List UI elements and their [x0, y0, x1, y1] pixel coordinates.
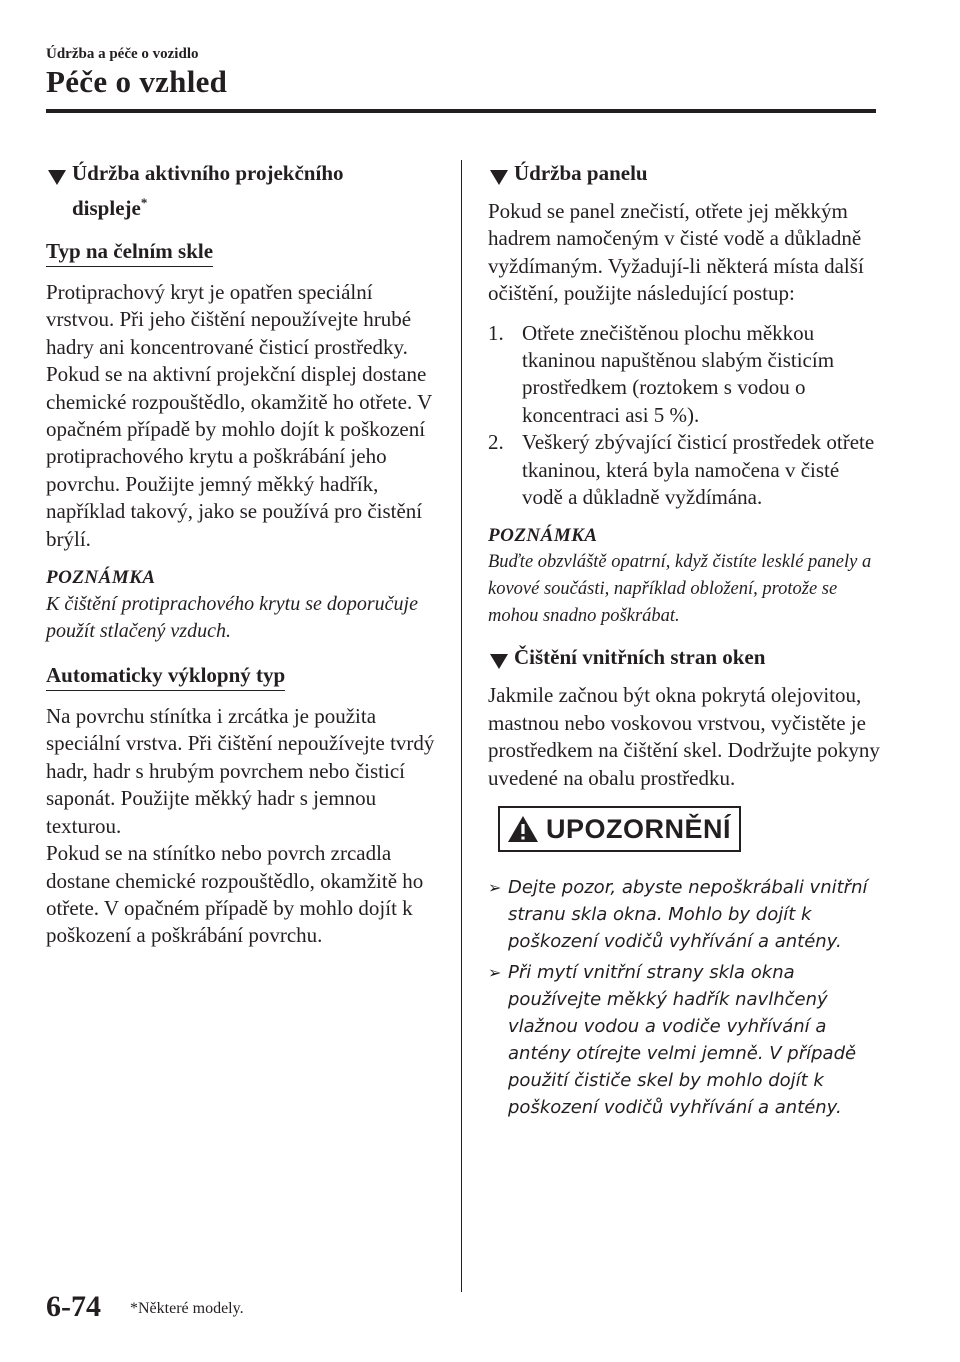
auto-flip-text-2: Pokud se na stínítko nebo povrch zrcadla dostane chemické rozpouštědlo, okamžitě ho otřete. V opačném případě by mohlo dojít k poškození a poškrábání povrchu. [46, 841, 424, 948]
warning-bullets [488, 874, 880, 1121]
footnote: *Některé modely. [130, 1300, 244, 1317]
title-rule [46, 109, 876, 113]
warning-box [498, 806, 741, 852]
step-item [488, 429, 880, 511]
asterisk-mark: * [140, 195, 148, 210]
warning-text: Při mytí vnitřní strany skla okna používejte měkký hadřík navlhčený vlažnou vodou a vodiče vyhřívání a antény otírejte velmi jemně. V případě použití čističe skel by mohlo dojít k poškození vodičů vyhřívání a antény. [508, 962, 857, 1119]
section-heading-hud [46, 158, 438, 223]
note-label: POZNÁMKA [488, 525, 598, 547]
page-number: 6-74 [46, 1290, 101, 1323]
auto-flip-text-1: Na povrchu stínítka i zrcátka je použita speciální vrstva. Při čištění nepoužívejte tvrdý hadr, hadr s hrubým povrchem nebo čisticí saponát. Použijte měkký hadr s jemnou texturou. [46, 704, 435, 838]
windshield-type-text: Protiprachový kryt je opatřen speciální vrstvou. Při jeho čištění nepoužívejte hrubé hadry ani koncentrované čisticí prostředky. Pokud se na aktivní projekční displej dostane chemické rozpouštědlo, okamžitě ho otřete. V opačném případě by mohlo dojít k poškození protiprachového krytu a poškrábání jeho povrchu. Použijte jemný měkký hadřík, například takový, jako se používá pro čistění brýlí. [46, 280, 432, 551]
heading-line2: displeje [72, 196, 141, 220]
step-item [488, 320, 880, 430]
triangle-bullet-icon [48, 170, 66, 185]
heading-text: Údržba panelu [514, 161, 648, 185]
left-column [46, 158, 438, 962]
note-text: Buďte obzvláště opatrní, když čistíte lesklé panely a kovové součásti, například obložení, protože se mohou snadno poškrábat. [488, 552, 872, 627]
heading-text: Čištění vnitřních stran oken [514, 645, 766, 670]
heading-line1: Údržba aktivního projekčního [72, 161, 344, 185]
column-divider [461, 160, 462, 1292]
step-text: Otřete znečištěnou plochu měkkou tkaninou napuštěnou slabým čisticím prostředkem (roztokem s vodou o koncentraci asi 5 %). [522, 320, 835, 427]
step-number: 2. [488, 430, 504, 455]
note-text: K čištění protiprachového krytu se doporučuje použít stlačený vzduch. [46, 593, 418, 643]
step-number: 1. [488, 320, 504, 345]
step-text: Veškerý zbývající čisticí prostředek otřete tkaninou, která byla namočena v čisté vodě a důkladně vyždímána. [522, 430, 875, 510]
subheading-auto-flip-type: Automaticky výklopný typ [46, 661, 285, 691]
page-title: Péče o vzhled [46, 64, 228, 99]
warning-label: UPOZORNĚNÍ [546, 813, 732, 844]
triangle-bullet-icon [490, 170, 508, 185]
section-heading-windows [488, 642, 880, 672]
warning-item [488, 959, 880, 1121]
right-column [488, 158, 880, 1125]
triangle-bullet-icon [490, 654, 508, 669]
subheading-windshield-type: Typ na čelním skle [46, 237, 213, 267]
arrow-right-icon: ➢ [488, 878, 502, 898]
warning-triangle-icon [506, 814, 540, 844]
panel-steps [488, 320, 880, 512]
panel-text: Pokud se panel znečistí, otřete jej měkkým hadrem namočeným v čisté vodě a důkladně vyždímaným. Vyžadují-li některá místa další očištění, použijte následující postup: [488, 199, 864, 306]
warning-text: Dejte pozor, abyste nepoškrábali vnitřní stranu skla okna. Mohlo by dojít k poškození vodičů vyhřívání a antény. [508, 877, 868, 953]
note-label: POZNÁMKA [46, 567, 156, 589]
chapter-label: Údržba a péče o vozidlo [46, 46, 199, 62]
arrow-right-icon: ➢ [488, 963, 502, 983]
warning-item [488, 874, 880, 955]
section-heading-panel [488, 158, 880, 188]
windows-text: Jakmile začnou být okna pokrytá olejovitou, mastnou nebo voskovou vrstvou, vyčistěte je prostředkem na čištění skel. Dodržujte pokyny uvedené na obalu prostředku. [488, 683, 880, 790]
